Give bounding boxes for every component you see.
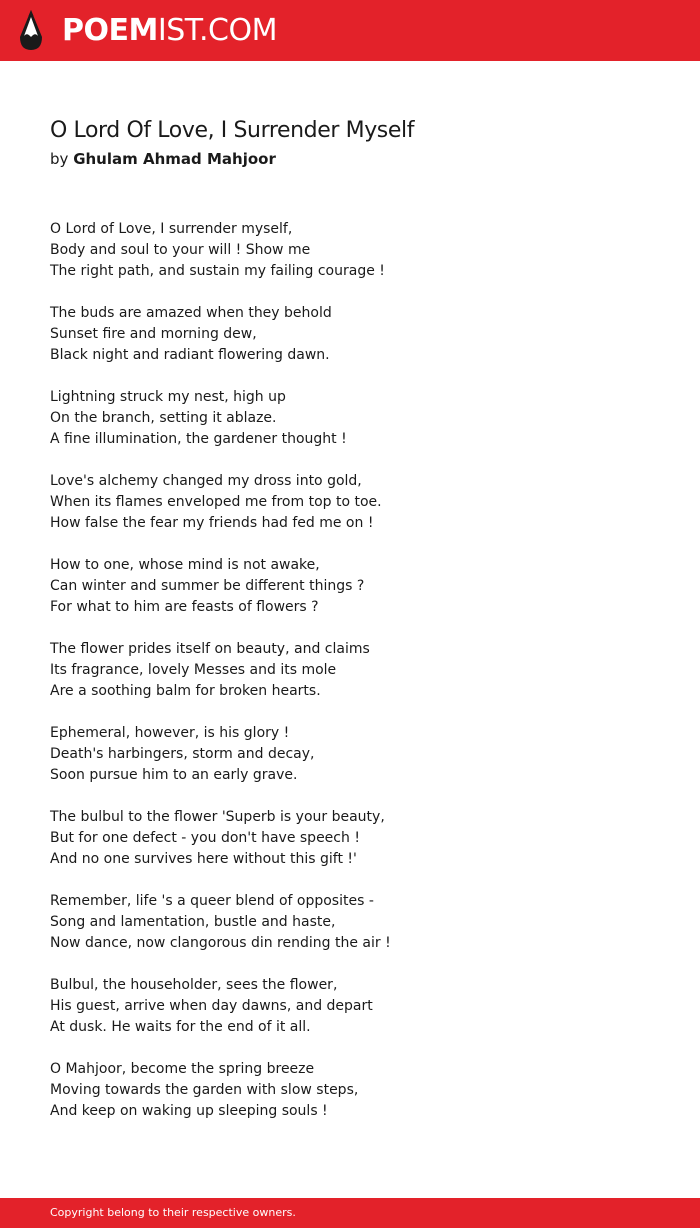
poem-line: The flower prides itself on beauty, and claims xyxy=(50,641,370,657)
poem-line: Sunset fire and morning dew, xyxy=(50,326,257,342)
poem-line: At dusk. He waits for the end of it all. xyxy=(50,1019,311,1035)
poem-line: O Mahjoor, become the spring breeze xyxy=(50,1061,315,1077)
poem-line: Song and lamentation, bustle and haste, xyxy=(50,914,336,930)
site-logo-text[interactable] xyxy=(62,11,277,51)
poem-line: For what to him are feasts of flowers ? xyxy=(50,599,319,615)
author-name: Ghulam Ahmad Mahjoor xyxy=(73,150,276,168)
poem-line: Remember, life 's a queer blend of opposites - xyxy=(50,893,374,909)
poem-line: Death's harbingers, storm and decay, xyxy=(50,746,315,762)
poem-line: Can winter and summer be different things ? xyxy=(50,578,365,594)
poem-line: Love's alchemy changed my dross into gold, xyxy=(50,473,362,489)
poem-line: Soon pursue him to an early grave. xyxy=(50,767,298,783)
stanza xyxy=(50,219,650,282)
poem-line: Ephemeral, however, is his glory ! xyxy=(50,725,290,741)
poem-line: And keep on waking up sleeping souls ! xyxy=(50,1103,328,1119)
stanza xyxy=(50,891,650,954)
brand-bold: POEM xyxy=(62,13,158,48)
poem-line: Lightning struck my nest, high up xyxy=(50,389,286,405)
stanza xyxy=(50,471,650,534)
poem-line: The bulbul to the flower 'Superb is your beauty, xyxy=(50,809,385,825)
poem-line: How to one, whose mind is not awake, xyxy=(50,557,320,573)
poem-line: Body and soul to your will ! Show me xyxy=(50,242,311,258)
stanza xyxy=(50,555,650,618)
copyright-notice: Copyright belong to their respective owners. xyxy=(50,1206,296,1219)
poem-line: O Lord of Love, I surrender myself, xyxy=(50,221,293,237)
stanza xyxy=(50,1059,650,1122)
poem-line: Now dance, now clangorous din rending the air ! xyxy=(50,935,391,951)
stanza xyxy=(50,975,650,1038)
site-footer xyxy=(0,1198,700,1228)
poem-line: Black night and radiant flowering dawn. xyxy=(50,347,330,363)
stanza xyxy=(50,723,650,786)
poem-line: Are a soothing balm for broken hearts. xyxy=(50,683,321,699)
pencil-tip-icon[interactable] xyxy=(18,9,44,51)
stanza xyxy=(50,807,650,870)
poem-line: A fine illumination, the gardener thought ! xyxy=(50,431,347,447)
brand-light: IST.COM xyxy=(157,13,277,48)
poem-title: O Lord Of Love, I Surrender Myself xyxy=(50,118,415,143)
poem-line: Bulbul, the householder, sees the flower, xyxy=(50,977,338,993)
poem-line: But for one defect - you don't have speech ! xyxy=(50,830,360,846)
poem-line: On the branch, setting it ablaze. xyxy=(50,410,277,426)
poem-line: How false the fear my friends had fed me on ! xyxy=(50,515,374,531)
poem-line: His guest, arrive when day dawns, and depart xyxy=(50,998,373,1014)
poem-line: Its fragrance, lovely Messes and its mole xyxy=(50,662,337,678)
poem-body xyxy=(50,219,650,1143)
stanza xyxy=(50,387,650,450)
stanza xyxy=(50,303,650,366)
by-label: by xyxy=(50,150,69,168)
poem-line: Moving towards the garden with slow steps, xyxy=(50,1082,359,1098)
poem-line: And no one survives here without this gift !' xyxy=(50,851,357,867)
stanza xyxy=(50,639,650,702)
site-header xyxy=(0,0,700,61)
poem-line: The buds are amazed when they behold xyxy=(50,305,332,321)
poem-line: When its flames enveloped me from top to toe. xyxy=(50,494,382,510)
byline xyxy=(50,148,276,170)
poem-line: The right path, and sustain my failing courage ! xyxy=(50,263,385,279)
